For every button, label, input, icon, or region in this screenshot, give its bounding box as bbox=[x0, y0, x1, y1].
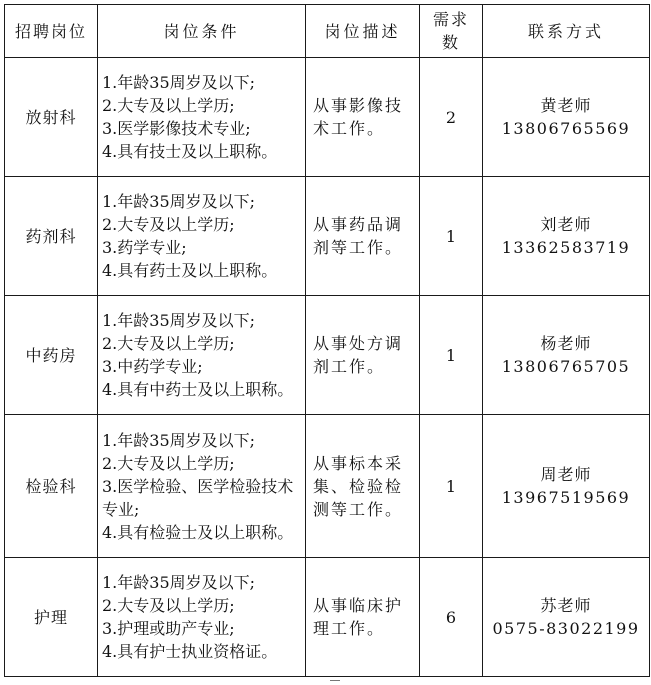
table-row bbox=[5, 415, 650, 558]
description-cell: 从事影像技术工作。 bbox=[306, 58, 420, 177]
description-cell: 从事标本采集、检验检测等工作。 bbox=[306, 415, 420, 558]
header-count: 需求数 bbox=[420, 5, 483, 58]
description-cell: 从事临床护理工作。 bbox=[306, 558, 420, 677]
condition-item: 1.年龄35周岁及以下; bbox=[102, 73, 256, 92]
contact-phone: 13806765569 bbox=[501, 119, 631, 138]
condition-item: 4.具有检验士及以上职称。 bbox=[102, 522, 294, 542]
table-row bbox=[5, 58, 650, 177]
condition-item: 2.大专及以上学历; bbox=[102, 96, 235, 115]
header-conditions: 岗位条件 bbox=[98, 5, 306, 58]
contact-cell bbox=[483, 296, 650, 415]
condition-item: 1.年龄35周岁及以下; bbox=[102, 311, 256, 330]
contact-phone: 13806765705 bbox=[501, 357, 631, 376]
contact-cell bbox=[483, 177, 650, 296]
dept-cell: 中药房 bbox=[5, 296, 98, 415]
table-row bbox=[5, 177, 650, 296]
conditions-cell bbox=[98, 177, 306, 296]
condition-item: 4.具有中药士及以上职称。 bbox=[102, 380, 294, 399]
count-cell: 2 bbox=[420, 58, 483, 177]
contact-name: 周老师 bbox=[540, 465, 592, 484]
count-cell: 1 bbox=[420, 296, 483, 415]
condition-item: 3.医学检验、医学检验技术专业; bbox=[102, 476, 294, 519]
conditions-cell bbox=[98, 415, 306, 558]
condition-item: 4.具有护士执业资格证。 bbox=[102, 642, 278, 661]
conditions-cell bbox=[98, 296, 306, 415]
condition-item: 2.大专及以上学历; bbox=[102, 215, 235, 234]
conditions-cell bbox=[98, 58, 306, 177]
header-row bbox=[5, 5, 650, 58]
contact-cell bbox=[483, 558, 650, 677]
header-description: 岗位描述 bbox=[306, 5, 420, 58]
recruitment-table bbox=[4, 4, 650, 677]
dept-cell: 放射科 bbox=[5, 58, 98, 177]
description-cell: 从事药品调剂等工作。 bbox=[306, 177, 420, 296]
condition-item: 1.年龄35周岁及以下; bbox=[102, 430, 256, 450]
dept-cell: 药剂科 bbox=[5, 177, 98, 296]
condition-item: 3.中药学专业; bbox=[102, 357, 203, 376]
table-row bbox=[5, 558, 650, 677]
count-cell: 6 bbox=[420, 558, 483, 677]
table-row bbox=[5, 296, 650, 415]
condition-item: 2.大专及以上学历; bbox=[102, 334, 235, 353]
contact-phone: 0575-83022199 bbox=[492, 619, 640, 638]
condition-item: 4.具有技士及以上职称。 bbox=[102, 142, 278, 161]
page-edge-mark bbox=[330, 680, 340, 681]
condition-item: 1.年龄35周岁及以下; bbox=[102, 192, 256, 211]
condition-item: 3.护理或助产专业; bbox=[102, 619, 235, 638]
contact-cell bbox=[483, 58, 650, 177]
contact-phone: 13362583719 bbox=[501, 238, 631, 257]
condition-item: 2.大专及以上学历; bbox=[102, 453, 235, 473]
contact-phone: 13967519569 bbox=[501, 488, 631, 507]
dept-cell: 检验科 bbox=[5, 415, 98, 558]
count-cell: 1 bbox=[420, 177, 483, 296]
dept-cell: 护理 bbox=[5, 558, 98, 677]
contact-name: 苏老师 bbox=[540, 596, 592, 615]
count-cell: 1 bbox=[420, 415, 483, 558]
condition-item: 2.大专及以上学历; bbox=[102, 596, 235, 615]
condition-item: 3.医学影像技术专业; bbox=[102, 119, 251, 138]
contact-cell bbox=[483, 415, 650, 558]
contact-name: 刘老师 bbox=[540, 215, 592, 234]
contact-name: 杨老师 bbox=[540, 334, 592, 353]
condition-item: 4.具有药士及以上职称。 bbox=[102, 261, 278, 280]
header-contact: 联系方式 bbox=[483, 5, 650, 58]
condition-item: 3.药学专业; bbox=[102, 238, 187, 257]
header-position: 招聘岗位 bbox=[5, 5, 98, 58]
conditions-cell bbox=[98, 558, 306, 677]
condition-item: 1.年龄35周岁及以下; bbox=[102, 573, 256, 592]
contact-name: 黄老师 bbox=[540, 96, 592, 115]
description-cell: 从事处方调剂工作。 bbox=[306, 296, 420, 415]
